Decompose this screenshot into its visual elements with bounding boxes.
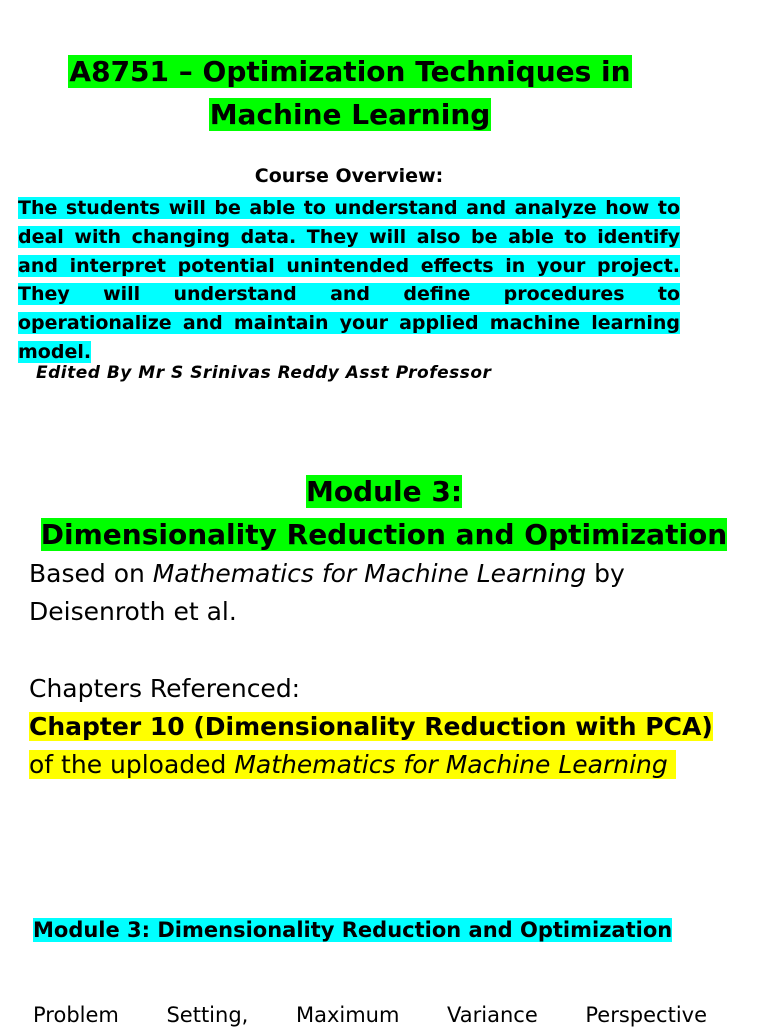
topic-word: Perspective — [585, 1003, 707, 1027]
based-on-book-title: Mathematics for Machine Learning — [152, 559, 587, 588]
module-heading — [0, 470, 768, 556]
chapters-label: Chapters Referenced: — [29, 674, 301, 703]
editor-credit: Edited By Mr S Srinivas Reddy Asst Professor — [36, 363, 492, 383]
based-on-text — [29, 555, 719, 631]
topic-line — [33, 1003, 707, 1027]
course-overview-label: Course Overview: — [254, 165, 444, 187]
module-heading-line1: Module 3: — [305, 475, 463, 508]
course-overview-body: The students will be able to understand and analyze how to deal with changing data. They will also be able to identify and interpret potential unintended effects in your project. They will understand and define procedures to operationalize and maintain your applied machine learning model. — [18, 197, 680, 363]
module-subheading-text: Module 3: Dimensionality Reduction and Optimization — [33, 918, 673, 942]
topic-word: Problem — [33, 1003, 119, 1027]
course-title — [60, 50, 640, 136]
module-heading-line2: Dimensionality Reduction and Optimization — [40, 518, 728, 551]
chapter-title: Chapter 10 (Dimensionality Reduction with PCA) — [29, 712, 713, 741]
based-on-prefix: Based on — [29, 559, 153, 588]
based-on-suffix: by Deisenroth et al. — [29, 559, 625, 626]
chapter-book-title: Mathematics for Machine Learning — [234, 750, 668, 779]
chapters-referenced — [29, 670, 719, 784]
module-subheading — [33, 918, 672, 942]
topic-word: Maximum — [295, 1003, 400, 1027]
course-title-line1: A8751 – Optimization Techniques in — [69, 55, 631, 88]
topic-word: Setting, — [166, 1003, 249, 1027]
course-title-line2: Machine Learning — [209, 98, 491, 131]
chapter-of-text: of the uploaded — [29, 750, 235, 779]
topic-word: Variance — [447, 1003, 538, 1027]
course-overview-text — [18, 194, 680, 367]
chapter-reference — [29, 708, 719, 784]
